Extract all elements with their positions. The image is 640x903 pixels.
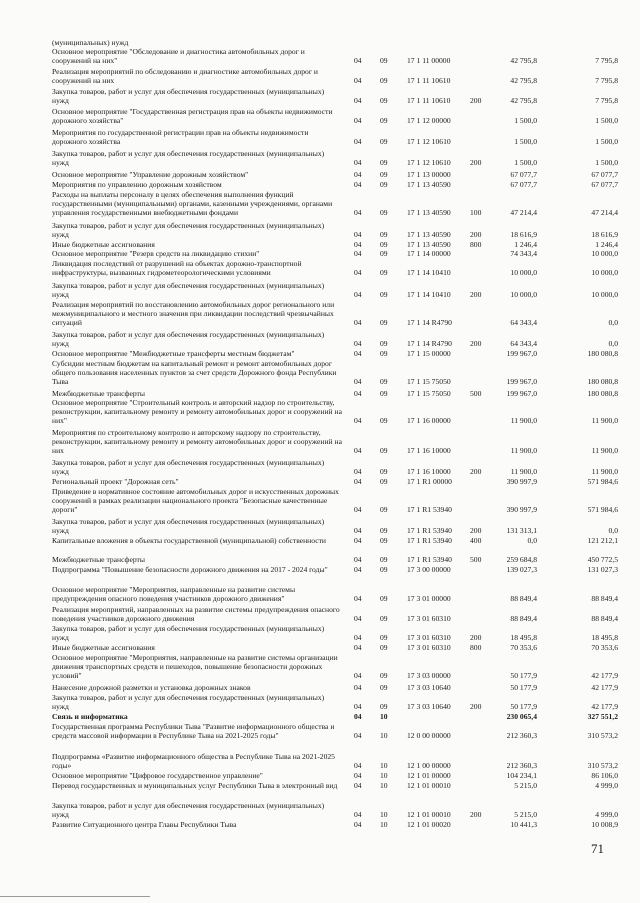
target-article-code: 12 1 01 00010	[407, 781, 451, 790]
amount-year-1: 259 684,8	[506, 555, 537, 564]
subsection-code: 10	[380, 761, 388, 770]
target-article-code: 12 1 00 00000	[407, 761, 451, 770]
amount-year-2: 42 177,9	[591, 683, 618, 692]
expense-type-code: 200	[470, 339, 482, 348]
subsection-code: 09	[380, 565, 388, 574]
subsection-code: 09	[380, 56, 388, 65]
amount-year-2: 7 795,8	[595, 76, 618, 85]
target-article-code: 17 1 11 00000	[407, 56, 451, 65]
amount-year-1: 139 027,3	[506, 565, 537, 574]
amount-year-1: 1 500,0	[514, 158, 537, 167]
amount-year-2: 42 177,9	[591, 671, 618, 680]
section-code: 04	[354, 702, 362, 711]
subsection-code: 09	[380, 339, 388, 348]
target-article-code: 17 1 16 00000	[407, 416, 451, 425]
subsection-code: 09	[380, 230, 388, 239]
target-article-code: 17 1 16 10000	[407, 467, 451, 476]
row-name: Связь и информатика	[52, 712, 128, 721]
section-code: 04	[354, 416, 362, 425]
subsection-code: 09	[380, 671, 388, 680]
row-name: Основное мероприятие "Резерв средств на ликвидацию стихии"	[52, 249, 260, 258]
target-article-code: 17 1 13 40590	[407, 208, 451, 217]
amount-year-2: 1 500,0	[595, 137, 618, 146]
amount-year-2: 11 900,0	[591, 467, 618, 476]
amount-year-1: 0,0	[527, 536, 537, 545]
section-code: 04	[354, 781, 362, 790]
target-article-code: 17 1 14 10410	[407, 290, 451, 299]
target-article-code: 17 1 11 10610	[407, 96, 451, 105]
row-name: Основное мероприятие "Цифровое государственное управление"	[52, 771, 263, 780]
section-code: 04	[354, 810, 362, 819]
amount-year-1: 199 967,0	[506, 389, 537, 398]
target-article-code: 17 1 14 10410	[407, 268, 451, 277]
amount-year-1: 88 849,4	[510, 614, 537, 623]
section-code: 04	[354, 137, 362, 146]
section-code: 04	[354, 116, 362, 125]
subsection-code: 09	[380, 416, 388, 425]
target-article-code: 17 1 15 75050	[407, 389, 451, 398]
amount-year-1: 230 065,4	[506, 712, 537, 721]
amount-year-1: 390 997,9	[506, 505, 537, 514]
target-article-code: 17 1 12 00000	[407, 116, 451, 125]
row-name: Реализация мероприятий по восстановлению автомобильных дорог регионального или межмуниципального и местного значения при ликвидации последствий чрезвычайных ситуаций	[52, 300, 335, 327]
section-code: 04	[354, 56, 362, 65]
subsection-code: 09	[380, 702, 388, 711]
amount-year-1: 18 495,8	[510, 633, 537, 642]
section-code: 04	[354, 240, 362, 249]
row-name: (муниципальных) нужд	[52, 38, 129, 47]
amount-year-2: 1 500,0	[595, 116, 618, 125]
subsection-code: 09	[380, 268, 388, 277]
target-article-code: 17 3 03 10640	[407, 702, 451, 711]
target-article-code: 17 1 R1 00000	[407, 477, 452, 486]
section-code: 04	[354, 671, 362, 680]
amount-year-1: 64 343,4	[510, 318, 537, 327]
amount-year-1: 5 215,0	[514, 810, 537, 819]
subsection-code: 09	[380, 633, 388, 642]
row-name: Основное мероприятие "Мероприятия, направленные на развитие системы предупреждения опасного поведения участников дорожного движения"	[52, 585, 296, 603]
expense-type-code: 200	[470, 467, 482, 476]
target-article-code: 17 3 01 60310	[407, 643, 451, 652]
amount-year-2: 42 177,9	[591, 702, 618, 711]
target-article-code: 17 1 11 10610	[407, 76, 451, 85]
section-code: 04	[354, 249, 362, 258]
amount-year-1: 11 900,0	[510, 467, 537, 476]
section-code: 04	[354, 349, 362, 358]
amount-year-2: 47 214,4	[591, 208, 618, 217]
section-code: 04	[354, 290, 362, 299]
amount-year-1: 67 077,7	[510, 180, 537, 189]
amount-year-1: 74 343,4	[510, 249, 537, 258]
amount-year-2: 1 246,4	[595, 240, 618, 249]
section-code: 04	[354, 505, 362, 514]
row-name: Субсидии местным бюджетам на капитальный ремонт и ремонт автомобильных дорог общего пользования населенных пунктов за счет средств Дорожного фонда Республики Тыва	[52, 359, 337, 386]
target-article-code: 17 1 R1 53940	[407, 536, 452, 545]
subsection-code: 09	[380, 536, 388, 545]
amount-year-2: 86 106,0	[591, 771, 618, 780]
target-article-code: 17 1 14 00000	[407, 249, 451, 258]
row-name: Основное мероприятие "Мероприятия, направленные на развитие системы организации движения транспортных средств и пешеходов, повышение безопасности дорожных условий"	[52, 653, 338, 680]
amount-year-1: 11 900,0	[510, 446, 537, 455]
amount-year-1: 64 343,4	[510, 339, 537, 348]
subsection-code: 09	[380, 643, 388, 652]
row-name: Иные бюджетные ассигнования	[52, 240, 155, 249]
expense-type-code: 200	[470, 810, 482, 819]
target-article-code: 17 1 12 10610	[407, 137, 451, 146]
amount-year-2: 70 353,6	[591, 643, 618, 652]
amount-year-1: 199 967,0	[506, 349, 537, 358]
subsection-code: 09	[380, 377, 388, 386]
amount-year-2: 121 212,1	[587, 536, 618, 545]
amount-year-2: 180 080,8	[587, 349, 618, 358]
amount-year-2: 10 000,0	[591, 290, 618, 299]
row-name: Расходы на выплаты персоналу в целях обеспечения выполнения функций государственными (муниципальными) органами, казенными учреждениями, органами управления государственными внебюджетными фондами	[52, 190, 333, 217]
amount-year-2: 571 984,6	[587, 505, 618, 514]
section-code: 04	[354, 230, 362, 239]
target-article-code: 17 3 00 00000	[407, 565, 451, 574]
amount-year-2: 4 999,0	[595, 810, 618, 819]
amount-year-2: 7 795,8	[595, 56, 618, 65]
section-code: 04	[354, 643, 362, 652]
target-article-code: 12 0 00 00000	[407, 731, 451, 740]
subsection-code: 09	[380, 467, 388, 476]
amount-year-1: 5 215,0	[514, 781, 537, 790]
amount-year-2: 67 077,7	[591, 180, 618, 189]
subsection-code: 09	[380, 555, 388, 564]
expense-type-code: 800	[470, 240, 482, 249]
amount-year-1: 70 353,6	[510, 643, 537, 652]
amount-year-2: 10 000,0	[591, 268, 618, 277]
row-name: Закупка товаров, работ и услуг для обеспечения государственных (муниципальных) нужд	[52, 458, 325, 476]
amount-year-1: 42 795,8	[510, 76, 537, 85]
target-article-code: 17 3 01 60310	[407, 614, 451, 623]
amount-year-2: 571 984,6	[587, 477, 618, 486]
subsection-code: 09	[380, 240, 388, 249]
row-name: Межбюджетные трансферты	[52, 555, 145, 564]
section-code: 04	[354, 536, 362, 545]
row-name: Иные бюджетные ассигнования	[52, 643, 155, 652]
subsection-code: 09	[380, 594, 388, 603]
row-name: Закупка товаров, работ и услуг для обеспечения государственных (муниципальных) нужд	[52, 517, 325, 535]
amount-year-1: 104 234,1	[506, 771, 537, 780]
expense-type-code: 500	[470, 555, 482, 564]
section-code: 04	[354, 377, 362, 386]
section-code: 04	[354, 614, 362, 623]
amount-year-2: 0,0	[608, 318, 618, 327]
row-name: Мероприятия по государственной регистрации прав на объекты недвижимости дорожного хозяйства	[52, 128, 309, 146]
target-article-code: 17 1 R1 53940	[407, 505, 452, 514]
target-article-code: 17 3 03 00000	[407, 671, 451, 680]
subsection-code: 09	[380, 208, 388, 217]
subsection-code: 09	[380, 318, 388, 327]
target-article-code: 17 1 16 10000	[407, 446, 451, 455]
row-name: Подпрограмма "Повышение безопасности дорожного движения на 2017 - 2024 годы"	[52, 565, 328, 574]
section-code: 04	[354, 170, 362, 179]
amount-year-2: 88 849,4	[591, 614, 618, 623]
row-name: Мероприятия по строительному контролю и авторскому надзору по строительству, реконструкции, капитальному ремонту и ремонту автомобильных дорог и сооружений на них	[52, 428, 342, 455]
amount-year-1: 42 795,8	[510, 56, 537, 65]
section-code: 04	[354, 633, 362, 642]
row-name: Капитальные вложения в объекты государственной (муниципальной) собственности	[52, 536, 326, 545]
row-name: Основное мероприятие "Государственная регистрация прав на объекты недвижимости дорожного хозяйства"	[52, 107, 333, 125]
section-code: 04	[354, 318, 362, 327]
subsection-code: 10	[380, 820, 388, 829]
target-article-code: 17 3 01 60310	[407, 633, 451, 642]
amount-year-2: 18 616,9	[591, 230, 618, 239]
subsection-code: 10	[380, 771, 388, 780]
target-article-code: 17 1 13 40590	[407, 180, 451, 189]
subsection-code: 09	[380, 683, 388, 692]
row-name: Региональный проект "Дорожная сеть"	[52, 477, 179, 486]
row-name: Закупка товаров, работ и услуг для обеспечения государственных (муниципальных) нужд	[52, 693, 325, 711]
row-name: Реализация мероприятий по обследованию и диагностике автомобильных дорог и сооружений на них	[52, 67, 318, 85]
subsection-code: 10	[380, 731, 388, 740]
target-article-code: 17 1 13 00000	[407, 170, 451, 179]
section-code: 04	[354, 594, 362, 603]
row-name: Нанесение дорожной разметки и установка дорожных знаков	[52, 683, 251, 692]
target-article-code: 12 1 01 00020	[407, 820, 451, 829]
row-name: Основное мероприятие "Строительный контроль и авторский надзор по строительству, реконструкции, капитальному ремонту и ремонту автомобильных дорог и сооружений на них"	[52, 398, 342, 425]
section-code: 04	[354, 446, 362, 455]
amount-year-1: 88 849,4	[510, 594, 537, 603]
section-code: 04	[354, 389, 362, 398]
amount-year-1: 10 000,0	[510, 290, 537, 299]
amount-year-1: 131 313,1	[506, 526, 537, 535]
amount-year-2: 4 999,0	[595, 781, 618, 790]
subsection-code: 09	[380, 389, 388, 398]
expense-type-code: 200	[470, 633, 482, 642]
amount-year-1: 18 616,9	[510, 230, 537, 239]
amount-year-1: 390 997,9	[506, 477, 537, 486]
subsection-code: 10	[380, 781, 388, 790]
target-article-code: 17 1 14 R4790	[407, 318, 452, 327]
section-code: 04	[354, 761, 362, 770]
amount-year-2: 131 027,3	[587, 565, 618, 574]
row-name: Основное мероприятие "Управление дорожным хозяйством"	[52, 170, 249, 179]
subsection-code: 09	[380, 349, 388, 358]
row-name: Мероприятия по управлению дорожным хозяйством	[52, 180, 222, 189]
subsection-code: 09	[380, 170, 388, 179]
amount-year-1: 11 900,0	[510, 416, 537, 425]
amount-year-2: 10 000,0	[591, 249, 618, 258]
subsection-code: 10	[380, 712, 388, 721]
scan-edge-line	[0, 896, 150, 897]
row-name: Основное мероприятие "Обследование и диагностика автомобильных дорог и сооружений на них"	[52, 47, 305, 65]
row-name: Подпрограмма «Развитие информационного общества в Республике Тыва на 2021-2025 годы»	[52, 752, 335, 770]
row-name: Реализация мероприятий, направленных на развитие системы предупреждения опасного поведения участников дорожного движения	[52, 605, 340, 623]
amount-year-1: 50 177,9	[510, 702, 537, 711]
subsection-code: 09	[380, 96, 388, 105]
amount-year-2: 450 772,5	[587, 555, 618, 564]
amount-year-1: 10 441,3	[510, 820, 537, 829]
amount-year-1: 42 795,8	[510, 96, 537, 105]
section-code: 04	[354, 712, 362, 721]
row-name: Закупка товаров, работ и услуг для обеспечения государственных (муниципальных) нужд	[52, 801, 325, 819]
amount-year-2: 180 080,8	[587, 377, 618, 386]
expense-type-code: 200	[470, 158, 482, 167]
section-code: 04	[354, 268, 362, 277]
row-name: Закупка товаров, работ и услуг для обеспечения государственных (муниципальных) нужд	[52, 87, 325, 105]
target-article-code: 17 1 13 40590	[407, 240, 451, 249]
subsection-code: 09	[380, 249, 388, 258]
amount-year-2: 7 795,8	[595, 96, 618, 105]
amount-year-1: 50 177,9	[510, 683, 537, 692]
section-code: 04	[354, 467, 362, 476]
subsection-code: 09	[380, 116, 388, 125]
amount-year-1: 1 246,4	[514, 240, 537, 249]
row-name: Закупка товаров, работ и услуг для обеспечения государственных (муниципальных) нужд	[52, 624, 325, 642]
expense-type-code: 200	[470, 702, 482, 711]
expense-type-code: 500	[470, 389, 482, 398]
section-code: 04	[354, 565, 362, 574]
amount-year-1: 212 360,3	[506, 761, 537, 770]
target-article-code: 17 1 15 75050	[407, 377, 451, 386]
subsection-code: 09	[380, 477, 388, 486]
row-name: Ликвидация последствий от разрушений на объектах дорожно-транспортной инфраструктуры, вызванных гидрометеорологическими условиями	[52, 259, 302, 277]
expense-type-code: 100	[470, 208, 482, 217]
subsection-code: 09	[380, 76, 388, 85]
row-name: Перевод государственных и муниципальных услуг Республики Тыва в электронный вид	[52, 781, 338, 790]
amount-year-2: 310 573,2	[587, 731, 618, 740]
subsection-code: 09	[380, 180, 388, 189]
amount-year-2: 88 849,4	[591, 594, 618, 603]
row-name: Приведение в нормативное состояние автомобильных дорог и искусственных дорожных сооружений в рамках реализации национального проекта "Безопасные качественные дороги"	[52, 487, 339, 514]
row-name: Закупка товаров, работ и услуг для обеспечения государственных (муниципальных) нужд	[52, 221, 325, 239]
amount-year-1: 199 967,0	[506, 377, 537, 386]
target-article-code: 12 1 01 00010	[407, 810, 451, 819]
subsection-code: 10	[380, 810, 388, 819]
amount-year-2: 10 008,9	[591, 820, 618, 829]
expense-type-code: 200	[470, 96, 482, 105]
expense-type-code: 200	[470, 290, 482, 299]
amount-year-2: 327 551,2	[587, 712, 618, 721]
target-article-code: 12 1 01 00000	[407, 771, 451, 780]
page-number: 71	[591, 841, 604, 856]
expense-type-code: 200	[470, 230, 482, 239]
target-article-code: 17 3 03 10640	[407, 683, 451, 692]
target-article-code: 17 1 R1 53940	[407, 526, 452, 535]
amount-year-2: 0,0	[608, 339, 618, 348]
amount-year-1: 47 214,4	[510, 208, 537, 217]
target-article-code: 17 1 12 10610	[407, 158, 451, 167]
section-code: 04	[354, 208, 362, 217]
expense-type-code: 400	[470, 536, 482, 545]
section-code: 04	[354, 158, 362, 167]
row-name: Основное мероприятие "Межбюджетные трансферты местным бюджетам"	[52, 349, 295, 358]
section-code: 04	[354, 771, 362, 780]
row-name: Развитие Ситуационного центра Главы Республики Тыва	[52, 820, 237, 829]
subsection-code: 09	[380, 614, 388, 623]
row-name: Закупка товаров, работ и услуг для обеспечения государственных (муниципальных) нужд	[52, 149, 325, 167]
amount-year-2: 310 573,2	[587, 761, 618, 770]
subsection-code: 09	[380, 505, 388, 514]
amount-year-1: 10 000,0	[510, 268, 537, 277]
row-name: Закупка товаров, работ и услуг для обеспечения государственных (муниципальных) нужд	[52, 281, 325, 299]
section-code: 04	[354, 76, 362, 85]
section-code: 04	[354, 555, 362, 564]
row-name: Межбюджетные трансферты	[52, 389, 145, 398]
subsection-code: 09	[380, 446, 388, 455]
amount-year-2: 1 500,0	[595, 158, 618, 167]
amount-year-1: 50 177,9	[510, 671, 537, 680]
target-article-code: 17 1 R1 53940	[407, 555, 452, 564]
section-code: 04	[354, 820, 362, 829]
section-code: 04	[354, 731, 362, 740]
amount-year-2: 0,0	[608, 526, 618, 535]
amount-year-1: 1 500,0	[514, 116, 537, 125]
target-article-code: 17 1 15 00000	[407, 349, 451, 358]
section-code: 04	[354, 683, 362, 692]
amount-year-1: 67 077,7	[510, 170, 537, 179]
row-name: Закупка товаров, работ и услуг для обеспечения государственных (муниципальных) нужд	[52, 330, 325, 348]
target-article-code: 17 3 01 00000	[407, 594, 451, 603]
amount-year-2: 11 900,0	[591, 416, 618, 425]
section-code: 04	[354, 477, 362, 486]
section-code: 04	[354, 96, 362, 105]
target-article-code: 17 1 14 R4790	[407, 339, 452, 348]
expense-type-code: 800	[470, 643, 482, 652]
amount-year-2: 11 900,0	[591, 446, 618, 455]
amount-year-1: 212 360,3	[506, 731, 537, 740]
subsection-code: 09	[380, 526, 388, 535]
expense-type-code: 200	[470, 526, 482, 535]
row-name: Государственная программа Республики Тыва "Развитие информационного общества и средств массовой информации в Республике Тыва на 2021-2025 годы"	[52, 722, 335, 740]
section-code: 04	[354, 180, 362, 189]
subsection-code: 09	[380, 158, 388, 167]
amount-year-1: 1 500,0	[514, 137, 537, 146]
amount-year-2: 18 495,8	[591, 633, 618, 642]
target-article-code: 17 1 13 40590	[407, 230, 451, 239]
subsection-code: 09	[380, 290, 388, 299]
section-code: 04	[354, 526, 362, 535]
subsection-code: 09	[380, 137, 388, 146]
amount-year-2: 67 077,7	[591, 170, 618, 179]
section-code: 04	[354, 339, 362, 348]
amount-year-2: 180 080,8	[587, 389, 618, 398]
